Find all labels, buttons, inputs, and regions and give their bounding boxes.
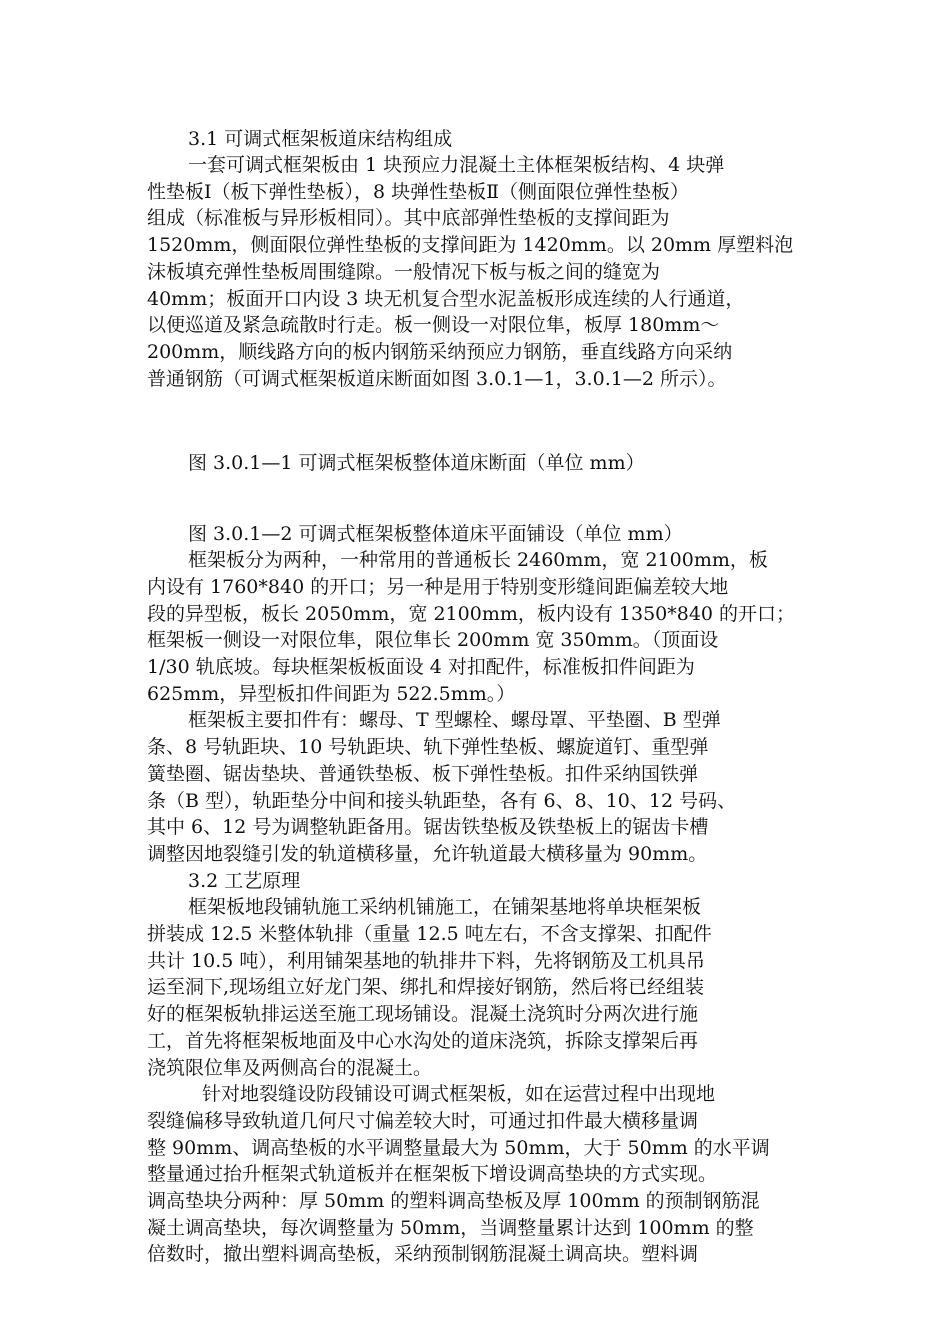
paragraph-line: 段的异型板，板长 2050mm，宽 2100mm，板内设有 1350*840 的开口；	[147, 603, 796, 625]
section-heading-3-2: 3.2 工艺原理	[188, 870, 301, 892]
paragraph-line: 性垫板Ⅰ（板下弹性垫板），8 块弹性垫板Ⅱ（侧面限位弹性垫板）	[147, 181, 690, 203]
paragraph-line: 框架板一侧设一对限位隼，限位隼长 200mm 宽 350mm。（顶面设	[147, 629, 719, 651]
paragraph-line: 运至洞下,现场组立好龙门架、绑扎和焊接好钢筋，然后将已经组装	[147, 976, 705, 998]
section-heading-3-1: 3.1 可调式框架板道床结构组成	[188, 128, 453, 150]
paragraph-line: 浇筑限位隼及两侧高台的混凝土。	[147, 1057, 433, 1079]
paragraph-line: 组成（标准板与异形板相同）。其中底部弹性垫板的支撑间距为	[147, 207, 670, 229]
paragraph-line: 1/30 轨底坡。每块框架板板面设 4 对扣配件，标准板扣件间距为	[147, 656, 695, 678]
paragraph-line: 条、8 号轨距块、10 号轨距块、轨下弹性垫板、螺旋道钉、重型弹	[147, 736, 709, 758]
paragraph-line: 框架板地段铺轨施工采纳机铺施工，在铺架基地将单块框架板	[188, 896, 702, 918]
paragraph-line: 好的框架板轨排运送至施工现场铺设。混凝土浇筑时分两次进行施	[147, 1003, 699, 1025]
paragraph-line: 内设有 1760*840 的开口；另一种是用于特别变形缝间距偏差较大地	[147, 576, 729, 598]
paragraph-line: 共计 10.5 吨），利用铺架基地的轨排井下料，先将钢筋及工机具吊	[147, 950, 705, 972]
paragraph-line: 40mm；板面开口内设 3 块无机复合型水泥盖板形成连续的人行通道，	[147, 288, 745, 310]
paragraph-line: 整量通过抬升框架式轨道板并在框架板下增设调高垫块的方式实现。	[147, 1163, 718, 1185]
paragraph-line: 框架板主要扣件有：螺母、T 型螺栓、螺母罩、平垫圈、B 型弹	[188, 709, 721, 731]
figure-caption-1: 图 3.0.1—1 可调式框架板整体道床断面（单位 mm）	[188, 452, 645, 474]
paragraph-line: 200mm，顺线路方向的板内钢筋采纳预应力钢筋，垂直线路方向采纳	[147, 341, 733, 363]
paragraph-line: 整 90mm、调高垫板的水平调整量最大为 50mm，大于 50mm 的水平调	[147, 1137, 770, 1159]
paragraph-line: 625mm，异型板扣件间距为 522.5mm。）	[147, 683, 516, 705]
paragraph-line: 裂缝偏移导致轨道几何尺寸偏差较大时，可通过扣件最大横移量调	[147, 1110, 699, 1132]
paragraph-line: 沫板填充弹性垫板周围缝隙。一般情况下板与板之间的缝宽为	[147, 261, 661, 283]
paragraph-line: 其中 6、12 号为调整轨距备用。锯齿铁垫板及铁垫板上的锯齿卡槽	[147, 816, 709, 838]
paragraph-line: 1520mm，侧面限位弹性垫板的支撑间距为 1420mm。以 20mm 厚塑料泡	[147, 234, 794, 256]
paragraph-line: 拼装成 12.5 米整体轨排（重量 12.5 吨左右，不含支撑架、扣配件	[147, 923, 712, 945]
paragraph-line: 普通钢筋（可调式框架板道床断面如图 3.0.1—1，3.0.1—2 所示）。	[147, 368, 727, 390]
paragraph-line: 一套可调式框架板由 1 块预应力混凝土主体框架板结构、4 块弹	[188, 154, 725, 176]
paragraph-line: 针对地裂缝设防段铺设可调式框架板，如在运营过程中出现地	[202, 1083, 716, 1105]
paragraph-line: 框架板分为两种，一种常用的普通板长 2460mm，宽 2100mm，板	[188, 549, 768, 571]
paragraph-line: 条（B 型），轨距垫分中间和接头轨距垫，各有 6、8、10、12 号码、	[147, 790, 737, 812]
paragraph-line: 调整因地裂缝引发的轨道横移量，允许轨道最大横移量为 90mm。	[147, 843, 708, 865]
paragraph-line: 倍数时，撤出塑料调高垫板，采纳预制钢筋混凝土调高块。塑料调	[147, 1243, 699, 1265]
paragraph-line: 调高垫块分两种：厚 50mm 的塑料调高垫板及厚 100mm 的预制钢筋混	[147, 1190, 760, 1212]
paragraph-line: 凝土调高垫块，每次调整量为 50mm，当调整量累计达到 100mm 的整	[147, 1217, 754, 1239]
figure-caption-2: 图 3.0.1—2 可调式框架板整体道床平面铺设（单位 mm）	[188, 523, 683, 545]
paragraph-line: 簧垫圈、锯齿垫块、普通铁垫板、板下弹性垫板。扣件采纳国铁弹	[147, 763, 699, 785]
paragraph-line: 以便巡道及紧急疏散时行走。板一侧设一对限位隼，板厚 180mm～	[147, 314, 720, 336]
paragraph-line: 工，首先将框架板地面及中心水沟处的道床浇筑，拆除支撑架后再	[147, 1030, 699, 1052]
